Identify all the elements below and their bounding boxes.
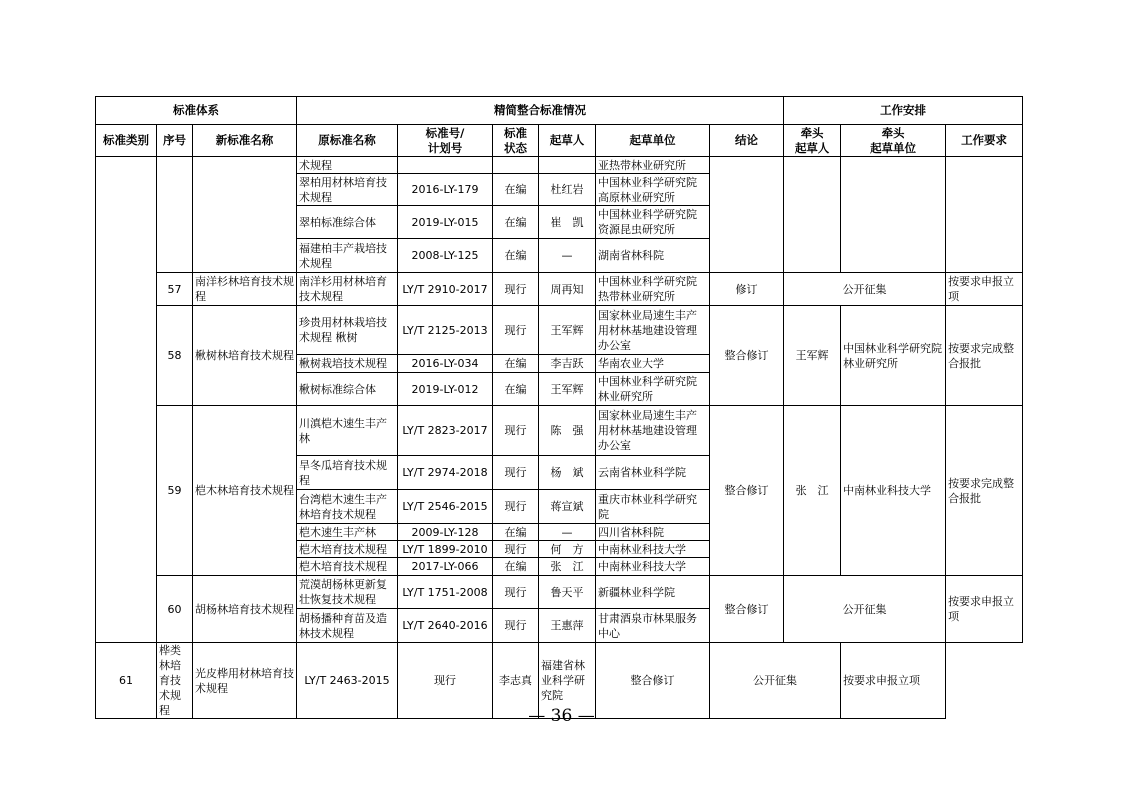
seq-cell [157, 157, 193, 273]
status-cell: 在编 [493, 524, 539, 541]
orig-name-cell: 翠柏用材林培育技术规程 [297, 174, 398, 206]
drafter-cell: 蒋宣斌 [539, 490, 596, 524]
status-cell [493, 157, 539, 174]
lead-drafter-cell: 王军辉 [784, 306, 841, 406]
status-cell: 现行 [493, 609, 539, 643]
drafter-cell: 何 方 [539, 541, 596, 558]
std-no-cell: LY/T 2463-2015 [297, 643, 398, 719]
unit-cell: 国家林业局速生丰产用材林基地建设管理办公室 [596, 406, 710, 456]
drafter-cell: 李吉跃 [539, 355, 596, 373]
unit-cell: 四川省林科院 [596, 524, 710, 541]
orig-name-cell: 光皮桦用材林培育技术规程 [193, 643, 297, 719]
status-cell: 在编 [493, 373, 539, 406]
arrangement-cell: 公开征集 [784, 576, 946, 643]
std-no-cell: 2019-LY-015 [398, 206, 493, 239]
new-name-cell: 桤木林培育技术规程 [193, 406, 297, 576]
lead-drafter-cell [784, 157, 841, 273]
status-cell: 现行 [493, 406, 539, 456]
table-row [96, 157, 1023, 174]
std-no-cell: LY/T 2910-2017 [398, 273, 493, 306]
orig-name-cell: 川滇桤木速生丰产林 [297, 406, 398, 456]
conclusion-cell: 整合修订 [596, 643, 710, 719]
col-lead-unit: 牵头 起草单位 [841, 125, 946, 157]
table-row [96, 576, 1023, 609]
drafter-cell: 鲁天平 [539, 576, 596, 609]
orig-name-cell: 胡杨播种育苗及造林技术规程 [297, 609, 398, 643]
lead-unit-cell: 中国林业科学研究院林业研究所 [841, 306, 946, 406]
orig-name-cell: 台湾桤木速生丰产林培育技术规程 [297, 490, 398, 524]
header-group-row [96, 97, 1023, 125]
std-no-cell: 2016-LY-034 [398, 355, 493, 373]
std-no-cell: 2009-LY-128 [398, 524, 493, 541]
table-row [96, 273, 1023, 306]
std-no-cell: LY/T 1751-2008 [398, 576, 493, 609]
col-new-name: 新标准名称 [193, 125, 297, 157]
requirement-cell: 按要求完成整合报批 [946, 306, 1023, 406]
orig-name-cell: 南洋杉用材林培育技术规程 [297, 273, 398, 306]
drafter-cell: 周再知 [539, 273, 596, 306]
col-unit: 起草单位 [596, 125, 710, 157]
drafter-cell: 陈 强 [539, 406, 596, 456]
requirement-cell: 按要求申报立项 [946, 576, 1023, 643]
status-cell: 在编 [493, 558, 539, 576]
new-name-cell: 胡杨林培育技术规程 [193, 576, 297, 643]
orig-name-cell: 珍贵用材林栽培技术规程 楸树 [297, 306, 398, 355]
status-cell: 在编 [493, 206, 539, 239]
status-cell: 现行 [493, 306, 539, 355]
unit-cell: 中国林业科学研究院高原林业研究所 [596, 174, 710, 206]
status-cell: 现行 [493, 273, 539, 306]
drafter-cell: 王军辉 [539, 373, 596, 406]
drafter-cell: 李志真 [493, 643, 539, 719]
orig-name-cell: 翠柏标准综合体 [297, 206, 398, 239]
unit-cell: 中南林业科技大学 [596, 541, 710, 558]
unit-cell: 重庆市林业科学研究院 [596, 490, 710, 524]
drafter-cell: 王军辉 [539, 306, 596, 355]
status-cell: 在编 [493, 174, 539, 206]
unit-cell: 中国林业科学研究院林业研究所 [596, 373, 710, 406]
header-columns-row [96, 125, 1023, 157]
new-name-cell: 楸树林培育技术规程 [193, 306, 297, 406]
requirement-cell: 按要求申报立项 [841, 643, 946, 719]
new-name-cell [193, 157, 297, 273]
table-row [96, 406, 1023, 456]
seq-cell: 61 [96, 643, 157, 719]
header-work-arrangement: 工作安排 [784, 97, 1023, 125]
orig-name-cell: 荒漠胡杨林更新复壮恢复技术规程 [297, 576, 398, 609]
col-conclusion: 结论 [710, 125, 784, 157]
std-no-cell: LY/T 2125-2013 [398, 306, 493, 355]
unit-cell: 云南省林业科学院 [596, 456, 710, 490]
seq-cell: 57 [157, 273, 193, 306]
lead-unit-cell [841, 157, 946, 273]
orig-name-cell: 桤木培育技术规程 [297, 558, 398, 576]
standards-table [95, 96, 1023, 719]
conclusion-cell: 整合修订 [710, 406, 784, 576]
col-category: 标准类别 [96, 125, 157, 157]
drafter-cell: 崔 凯 [539, 206, 596, 239]
conclusion-cell: 整合修订 [710, 306, 784, 406]
col-std-no: 标准号/ 计划号 [398, 125, 493, 157]
new-name-cell: 南洋杉林培育技术规程 [193, 273, 297, 306]
unit-cell: 亚热带林业研究所 [596, 157, 710, 174]
orig-name-cell: 旱冬瓜培育技术规程 [297, 456, 398, 490]
status-cell: 现行 [493, 576, 539, 609]
status-cell: 现行 [493, 490, 539, 524]
status-cell: 现行 [493, 541, 539, 558]
drafter-cell: — [539, 239, 596, 273]
std-no-cell: 2008-LY-125 [398, 239, 493, 273]
arrangement-cell: 公开征集 [710, 643, 841, 719]
requirement-cell [946, 157, 1023, 273]
orig-name-cell: 桤木速生丰产林 [297, 524, 398, 541]
category-cell [96, 157, 157, 643]
orig-name-cell: 桤木培育技术规程 [297, 541, 398, 558]
status-cell: 现行 [493, 456, 539, 490]
col-status: 标准 状态 [493, 125, 539, 157]
unit-cell: 湖南省林科院 [596, 239, 710, 273]
drafter-cell: 张 江 [539, 558, 596, 576]
std-no-cell: LY/T 2974-2018 [398, 456, 493, 490]
orig-name-cell: 楸树栽培技术规程 [297, 355, 398, 373]
lead-drafter-cell: 张 江 [784, 406, 841, 576]
requirement-cell: 按要求申报立项 [946, 273, 1023, 306]
std-no-cell: LY/T 2823-2017 [398, 406, 493, 456]
unit-cell: 甘肃酒泉市林果服务中心 [596, 609, 710, 643]
orig-name-cell: 楸树标准综合体 [297, 373, 398, 406]
seq-cell: 60 [157, 576, 193, 643]
unit-cell: 新疆林业科学院 [596, 576, 710, 609]
col-seq: 序号 [157, 125, 193, 157]
col-drafter: 起草人 [539, 125, 596, 157]
drafter-cell [539, 157, 596, 174]
orig-name-cell: 术规程 [297, 157, 398, 174]
conclusion-cell: 修订 [710, 273, 784, 306]
status-cell: 在编 [493, 239, 539, 273]
std-no-cell: LY/T 2640-2016 [398, 609, 493, 643]
drafter-cell: — [539, 524, 596, 541]
requirement-cell: 按要求完成整合报批 [946, 406, 1023, 576]
conclusion-cell [710, 157, 784, 273]
seq-cell: 59 [157, 406, 193, 576]
status-cell: 现行 [398, 643, 493, 719]
col-requirement: 工作要求 [946, 125, 1023, 157]
drafter-cell: 杜红岩 [539, 174, 596, 206]
lead-unit-cell: 中南林业科技大学 [841, 406, 946, 576]
std-no-cell: 2019-LY-012 [398, 373, 493, 406]
std-no-cell: LY/T 1899-2010 [398, 541, 493, 558]
col-lead-drafter: 牵头 起草人 [784, 125, 841, 157]
unit-cell: 中国林业科学研究院热带林业研究所 [596, 273, 710, 306]
seq-cell: 58 [157, 306, 193, 406]
table-row [96, 306, 1023, 355]
header-standard-system: 标准体系 [96, 97, 297, 125]
col-orig-name: 原标准名称 [297, 125, 398, 157]
std-no-cell: 2016-LY-179 [398, 174, 493, 206]
orig-name-cell: 福建柏丰产栽培技术规程 [297, 239, 398, 273]
new-name-cell: 桦类林培育技术规程 [157, 643, 193, 719]
unit-cell: 福建省林业科学研究院 [539, 643, 596, 719]
status-cell: 在编 [493, 355, 539, 373]
unit-cell: 中国林业科学研究院资源昆虫研究所 [596, 206, 710, 239]
page-number: — 36 — [528, 706, 595, 726]
drafter-cell: 王惠萍 [539, 609, 596, 643]
drafter-cell: 杨 斌 [539, 456, 596, 490]
header-consolidation: 精简整合标准情况 [297, 97, 784, 125]
unit-cell: 华南农业大学 [596, 355, 710, 373]
conclusion-cell: 整合修订 [710, 576, 784, 643]
std-no-cell: LY/T 2546-2015 [398, 490, 493, 524]
unit-cell: 国家林业局速生丰产用材林基地建设管理办公室 [596, 306, 710, 355]
std-no-cell [398, 157, 493, 174]
arrangement-cell: 公开征集 [784, 273, 946, 306]
unit-cell: 中南林业科技大学 [596, 558, 710, 576]
std-no-cell: 2017-LY-066 [398, 558, 493, 576]
